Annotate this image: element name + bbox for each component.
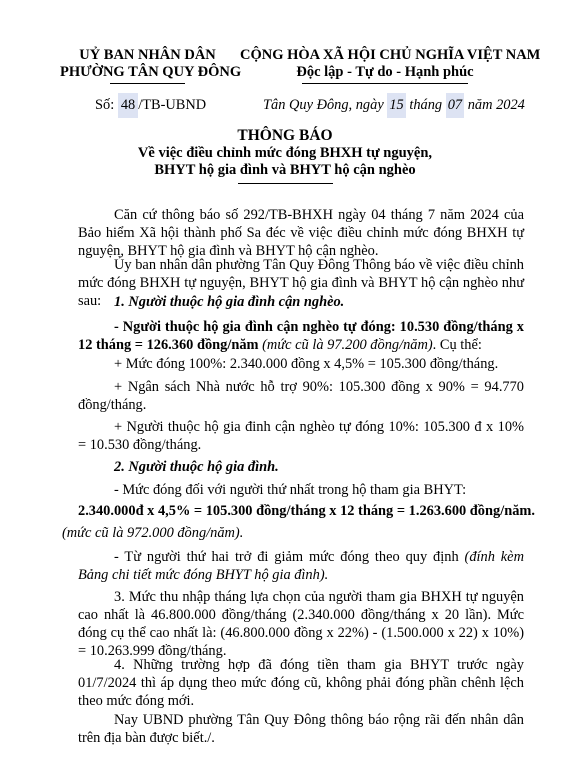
section-2-second-person	[78, 548, 524, 584]
motto-underline	[302, 83, 468, 84]
date-month-label: tháng	[409, 97, 443, 113]
national-motto: Độc lập - Tự do - Hạnh phúc	[296, 64, 474, 80]
number-prefix: Số:	[95, 97, 115, 113]
document-number	[95, 93, 206, 118]
paragraph-income: 3. Mức thu nhập tháng lựa chọn của người tham gia BHXH tự nguyện cao nhất là 46.800.000 đồng/tháng (2.340.000 đồng/tháng x 20 lần). Mức đóng cụ thể cao nhất là: (46.800.000 đồng x 22%) - (1.500.000 x 22) x 10%) = 10.263.999 đồng/tháng.	[78, 589, 524, 659]
section-2-old-rate: (mức cũ là 972.000 đồng/năm).	[62, 525, 244, 541]
section-1-rate-old: (mức cũ là 97.200 đồng/năm)	[262, 337, 433, 353]
title-underline	[238, 183, 333, 184]
paragraph-basis: Căn cứ thông báo số 292/TB-BHXH ngày 04 tháng 7 năm 2024 của Bảo hiểm Xã hội thành phố Sa đéc về việc điều chỉnh mức đóng BHXH tự nguyện, BHYT hộ gia đình và BHYT hộ cận nghèo.	[78, 207, 524, 259]
notice-subtitle-1: Về việc điều chỉnh mức đóng BHXH tự nguyện,	[137, 145, 433, 161]
section-2-first-person: - Mức đóng đối với người thứ nhất trong hộ tham gia BHYT:	[114, 482, 467, 498]
section-1-rate	[78, 318, 524, 354]
section-2-attachment-note: (đính kèm Bảng chi tiết mức đóng BHYT hộ gia đình).	[78, 549, 524, 583]
number-value: 48	[118, 93, 138, 118]
section-1-bullet-1: + Mức đóng 100%: 2.340.000 đồng x 4,5% = 105.300 đồng/tháng.	[114, 356, 499, 372]
section-1-heading: 1. Người thuộc hộ gia đình cận nghèo.	[114, 294, 345, 310]
paragraph-prior-payments: 4. Những trường hợp đã đóng tiền tham gia BHYT trước ngày 01/7/2024 thì áp dụng theo mức đóng cũ, không phải đóng phần chênh lệch theo mức đóng mới.	[78, 657, 524, 709]
section-2-heading: 2. Người thuộc hộ gia đình.	[114, 459, 279, 475]
section-2-second-person-text: - Từ người thứ hai trở đi giảm mức đóng theo quy định	[114, 549, 459, 565]
org-name-line1: UỶ BAN NHÂN DÂN	[79, 47, 216, 63]
section-1-rate-tail: . Cụ thể:	[432, 337, 482, 353]
date-year: năm 2024	[467, 97, 525, 113]
section-1-bullet-3: + Người thuộc hộ gia đinh cận nghèo tự đóng 10%: 105.300 đ x 10% = 10.530 đồng/tháng.	[78, 419, 524, 453]
number-suffix: /TB-UBND	[138, 97, 207, 113]
nation-title: CỘNG HÒA XÃ HỘI CHỦ NGHĨA VIỆT NAM	[240, 47, 541, 63]
notice-subtitle-2: BHYT hộ gia đình và BHYT hộ cận nghèo	[154, 162, 416, 178]
paragraph-intro: Ủy ban nhân dân phường Tân Quy Đông Thông báo về việc điều chỉnh mức đóng BHXH tự nguyện, BHYT hộ gia đình và BHYT hộ cận nghèo như sau:	[78, 257, 524, 309]
document-date	[263, 93, 525, 118]
section-1-rate-bold: - Người thuộc hộ gia đình cận nghèo tự đóng: 10.530 đồng/tháng x 12 tháng = 126.360 đồng/năm	[78, 319, 524, 353]
date-month: 07	[446, 93, 464, 118]
paragraph-closing: Nay UBND phường Tân Quy Đông thông báo rộng rãi đến nhân dân trên địa bàn được biết./.	[78, 712, 524, 746]
notice-title: THÔNG BÁO	[237, 127, 333, 144]
section-1-bullet-2: + Ngân sách Nhà nước hỗ trợ 90%: 105.300 đồng x 90% = 94.770 đồng/tháng.	[78, 379, 524, 413]
section-2-formula: 2.340.000đ x 4,5% = 105.300 đồng/tháng x 12 tháng = 1.263.600 đồng/năm.	[78, 503, 535, 519]
date-place: Tân Quy Đông, ngày	[263, 97, 384, 113]
org-underline	[110, 83, 185, 84]
org-name-line2: PHƯỜNG TÂN QUY ĐÔNG	[60, 64, 242, 80]
date-day: 15	[387, 93, 405, 118]
